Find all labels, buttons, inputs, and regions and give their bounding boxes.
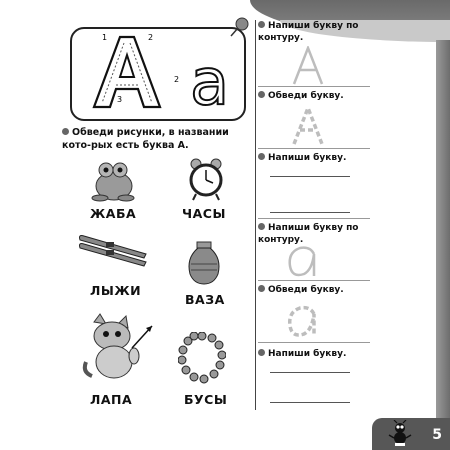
vase-icon[interactable]	[184, 240, 224, 286]
bullet-icon	[258, 21, 265, 28]
letter-intro-box	[70, 27, 246, 121]
picture-word-clock: ЧАСЫ	[182, 206, 226, 221]
frog-icon[interactable]	[88, 160, 138, 202]
task-3	[258, 152, 373, 164]
stroke-number-3: 3	[117, 95, 123, 104]
task-5-separator	[258, 342, 370, 343]
writing-line[interactable]	[270, 176, 350, 177]
beads-icon[interactable]	[178, 332, 226, 384]
trace-upper-a-solid[interactable]	[290, 46, 326, 86]
task-6	[258, 348, 373, 360]
task-1-text: Напиши букву по контуру.	[258, 21, 359, 43]
svg-text:а: а	[190, 46, 230, 119]
kitten-paw-icon[interactable]	[82, 312, 158, 384]
picture-word-beads: БУСЫ	[184, 392, 228, 407]
trace-lower-a-dashed[interactable]	[284, 304, 324, 340]
writing-line[interactable]	[270, 212, 350, 213]
stroke-number-1: 1	[102, 33, 108, 42]
writing-line[interactable]	[270, 402, 350, 403]
task-1-separator	[258, 86, 370, 87]
stroke-number-lower-2: 2	[174, 75, 180, 84]
ant-mascot-icon	[388, 420, 412, 446]
letter-stroke-guide	[72, 29, 244, 119]
task-1	[258, 20, 373, 44]
stroke-number-2: 2	[148, 33, 154, 42]
pushpin-icon	[228, 16, 250, 38]
task-2-separator	[258, 148, 370, 149]
picture-word-vase: ВАЗА	[185, 292, 225, 307]
task-2-text: Обведи букву.	[268, 91, 344, 101]
picture-word-paw: ЛАПА	[90, 392, 133, 407]
bullet-icon	[258, 223, 265, 230]
alarm-clock-icon[interactable]	[188, 156, 224, 202]
column-divider	[255, 20, 256, 410]
task-4	[258, 222, 373, 246]
writing-line[interactable]	[270, 372, 350, 373]
bullet-icon	[258, 349, 265, 356]
picture-word-frog: ЖАБА	[90, 206, 137, 221]
bullet-icon	[258, 285, 265, 292]
bullet-icon	[258, 153, 265, 160]
task-2	[258, 90, 373, 102]
trace-upper-a-dashed[interactable]	[290, 106, 326, 146]
task-6-text: Напиши букву.	[268, 349, 347, 359]
task-5-text: Обведи букву.	[268, 285, 344, 295]
left-instruction	[62, 126, 252, 152]
bullet-icon	[258, 91, 265, 98]
bullet-icon	[62, 128, 69, 135]
task-4-separator	[258, 280, 370, 281]
skis-icon[interactable]	[78, 232, 148, 268]
picture-word-skis: ЛЫЖИ	[90, 283, 142, 298]
task-3-text: Напиши букву.	[268, 153, 347, 163]
page-number: 5	[432, 427, 442, 443]
task-5	[258, 284, 373, 296]
task-4-text: Напиши букву по контуру.	[258, 223, 359, 245]
right-margin-strip	[436, 40, 450, 450]
left-instruction-text: Обведи рисунки, в названии кото-рых есть буква А.	[62, 127, 229, 151]
task-3-separator	[258, 218, 370, 219]
trace-lower-a-solid[interactable]	[284, 244, 324, 280]
